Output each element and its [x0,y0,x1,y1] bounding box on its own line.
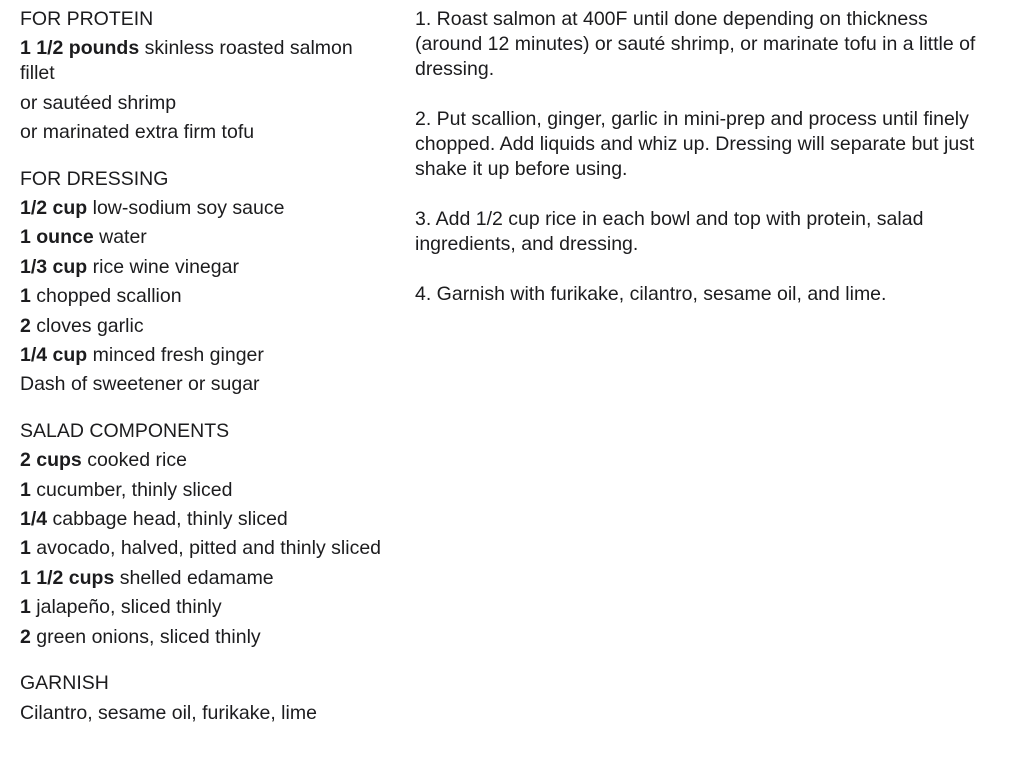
ingredient-item [20,91,392,116]
ingredient-quantity: 1/4 [20,508,48,531]
salad-section-title: SALAD COMPONENTS [20,419,230,442]
ingredient-item [20,372,392,397]
ingredient-item [20,343,392,368]
ingredient-item [20,566,392,591]
dressing-section-title: FOR DRESSING [20,167,169,190]
ingredient-item [20,36,392,86]
section-spacer [20,397,392,419]
ingredient-text: or sautéed shrimp [20,91,177,114]
direction-step: 1. Roast salmon at 400F until done depending on thickness (around 12 minutes) or sauté shrimp, or marinate tofu in a little of dressing. [415,8,976,80]
ingredient-text: jalapeño, sliced thinly [30,596,222,619]
ingredient-item [20,595,392,620]
ingredient-item [20,536,392,561]
ingredient-quantity: 1 ounce [20,226,94,249]
dressing-section [20,167,392,398]
section-spacer [20,145,392,167]
protein-section-title: FOR PROTEIN [20,8,154,30]
ingredient-item [20,314,392,339]
ingredient-item [20,255,392,280]
ingredient-quantity: 1/4 cup [20,344,88,367]
section-spacer [20,650,392,672]
direction-step: 4. Garnish with furikake, cilantro, sesame oil, and lime. [415,283,887,305]
ingredient-text: rice wine vinegar [87,255,239,278]
ingredient-item [20,701,392,726]
ingredient-quantity: 2 [20,625,31,648]
ingredient-text: low-sodium soy sauce [87,197,285,220]
ingredient-quantity: 1 [20,285,31,308]
ingredient-text: water [93,226,147,249]
salad-section [20,419,392,650]
ingredient-quantity: 1 1/2 cups [20,566,115,589]
ingredient-item [20,196,392,221]
ingredient-quantity: 1 1/2 pounds [20,37,140,60]
ingredient-text: cucumber, thinly sliced [30,478,233,501]
ingredient-text: Dash of sweetener or sugar [20,373,260,396]
garnish-section [20,671,392,725]
ingredient-quantity: 1/3 cup [20,255,88,278]
ingredient-text: skinless roasted salmon fillet [20,37,353,85]
ingredient-text: chopped scallion [30,285,182,308]
ingredient-item [20,448,392,473]
ingredient-quantity: 2 [20,314,31,337]
ingredient-quantity: 1/2 cup [20,197,88,220]
ingredient-text: cloves garlic [30,314,144,337]
ingredient-quantity: 1 [20,596,31,619]
ingredient-item [20,284,392,309]
ingredient-quantity: 1 [20,537,31,560]
ingredient-text: avocado, halved, pitted and thinly sliced [30,537,382,560]
ingredients-column [20,7,392,726]
direction-step: 3. Add 1/2 cup rice in each bowl and top with protein, salad ingredients, and dressing. [415,208,924,255]
protein-section [20,7,392,145]
ingredient-item [20,507,392,532]
ingredient-text: minced fresh ginger [87,344,264,367]
ingredient-text: cooked rice [81,449,187,472]
ingredient-text: green onions, sliced thinly [30,625,261,648]
ingredient-item [20,478,392,503]
ingredient-text: shelled edamame [114,566,274,589]
ingredient-item [20,625,392,650]
ingredient-quantity: 1 [20,478,31,501]
directions-column [415,7,995,332]
direction-step: 2. Put scallion, ginger, garlic in mini-prep and process until finely chopped. Add liquids and whiz up. Dressing will separate but just shake it up before using. [415,108,975,180]
garnish-section-title: GARNISH [20,672,109,695]
ingredient-item [20,225,392,250]
ingredient-item [20,120,392,145]
ingredient-text: Cilantro, sesame oil, furikake, lime [20,701,317,724]
ingredient-text: cabbage head, thinly sliced [47,508,288,531]
ingredient-text: or marinated extra firm tofu [20,121,255,144]
ingredient-quantity: 2 cups [20,449,82,472]
